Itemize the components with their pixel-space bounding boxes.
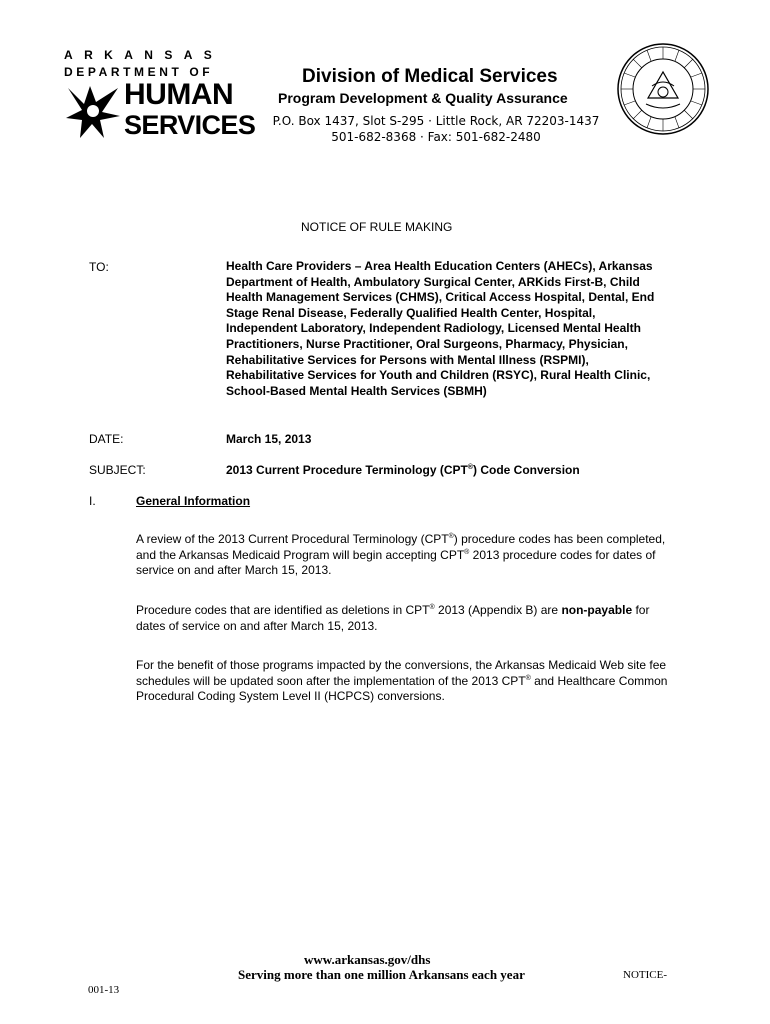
date-value: March 15, 2013	[226, 432, 312, 446]
dhs-logo	[64, 48, 254, 143]
to-label: TO:	[89, 260, 109, 274]
logo-human-text: HUMAN	[124, 78, 234, 111]
state-seal-icon	[616, 42, 710, 136]
para-text: Procedure codes that are identified as deletions in CPT	[136, 603, 430, 617]
registered-mark: ®	[464, 548, 470, 556]
logo-department-text: DEPARTMENT OF	[64, 65, 214, 79]
subject-text: 2013 Current Procedure Terminology (CPT	[226, 463, 468, 477]
non-payable-emphasis: non-payable	[561, 603, 633, 617]
to-recipients: Health Care Providers – Area Health Education Centers (AHECs), Arkansas Department of Health, Ambulatory Surgical Center, ARKids First-B, Child Health Management Services (CHMS), Critical Access Hospital, Dental, End Stage Renal Disease, Federally Qualified Health Center, Hospital, Independent Laboratory, Independent Radiology, Licensed Mental Health Practitioners, Nurse Practitioner, Oral Surgeons, Pharmacy, Physician, Rehabilitative Services for Persons with Mental Illness (RSPMI), Rehabilitative Services for Youth and Children (RSYC), Rural Health Clinic, School-Based Mental Health Services (SBMH)	[226, 259, 655, 398]
section-number: I.	[89, 494, 96, 508]
phone-fax: 501-682-8368 · Fax: 501-682-2480	[331, 129, 541, 144]
registered-mark: ®	[525, 674, 531, 682]
date-label: DATE:	[89, 432, 124, 446]
para-text: ) procedure codes has been completed, and the Arkansas Medicaid Program will begin accepting CPT	[136, 532, 666, 562]
paragraph-review	[136, 532, 676, 579]
registered-mark: ®	[448, 533, 454, 540]
section-title: General Information	[136, 494, 251, 508]
para-text: For the benefit of those programs impacted by the conversions, the Arkansas Medicaid Web site fee schedules will be updated soon after the implementation of the 2013 CPT	[136, 658, 667, 688]
para-text: for dates of service on and after March 15, 2013.	[136, 603, 650, 633]
subject-label: SUBJECT:	[89, 463, 146, 477]
address-block	[268, 114, 604, 145]
paragraph-fee-schedules	[136, 658, 676, 705]
footer-url: www.arkansas.gov/dhs	[304, 952, 431, 967]
registered-mark: ®	[429, 604, 435, 611]
star-figure-icon	[64, 82, 122, 140]
footer-slogan: Serving more than one million Arkansans each year	[238, 967, 525, 982]
logo-services-text: SERVICES	[124, 110, 256, 140]
mailing-address: P.O. Box 1437, Slot S-295 · Little Rock, AR 72203-1437	[272, 114, 600, 128]
notice-heading: NOTICE OF RULE MAKING	[301, 220, 453, 234]
document-code-part1: NOTICE-	[623, 969, 667, 981]
subject-text-end: ) Code Conversion	[473, 463, 580, 477]
document-code-part2: 001-13	[88, 984, 120, 996]
subject-value	[226, 463, 666, 479]
division-title: Division of Medical Services	[302, 66, 558, 87]
unit-subtitle: Program Development & Quality Assurance	[278, 90, 568, 106]
logo-arkansas-text: ARKANSAS	[64, 48, 224, 62]
para-text: 2013 procedure codes for dates of service on and after March 15, 2013.	[136, 547, 656, 577]
paragraph-deletions	[136, 603, 676, 634]
registered-mark: ®	[467, 464, 474, 471]
para-text: 2013 (Appendix B) are	[434, 603, 562, 617]
para-text: A review of the 2013 Current Procedural Terminology (CPT	[136, 532, 449, 546]
para-text: and Healthcare Common Procedural Coding System Level II (HCPCS) conversions.	[136, 673, 668, 703]
